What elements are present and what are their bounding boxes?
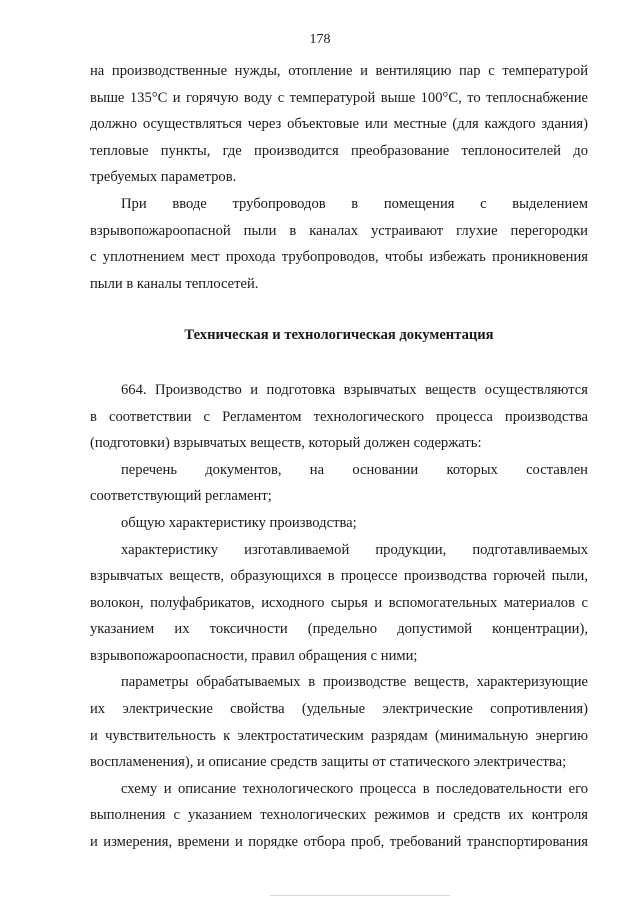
- section-heading: Техническая и технологическая документация: [184, 327, 494, 344]
- text-line: должно осуществляться через объектовые или местные (для каждого здания): [90, 116, 588, 133]
- spacer: [90, 297, 588, 322]
- spacer: [90, 349, 588, 377]
- text-line: их электрические свойства (удельные электрические сопротивления): [90, 701, 588, 718]
- text-line: требуемых параметров.: [90, 169, 237, 186]
- paragraph: [90, 58, 588, 191]
- text-line: общую характеристику производства;: [121, 514, 357, 531]
- text-line: выполнения с указанием технологических режимов и средств их контроля: [90, 807, 588, 824]
- text-line: 664. Производство и подготовка взрывчатых веществ осуществляются: [121, 381, 588, 398]
- text-line: параметры обрабатываемых в производстве веществ, характеризующие: [121, 674, 588, 691]
- text-line: указанием их токсичности (предельно допустимой концентрации),: [90, 621, 588, 638]
- text-line: в соответствии с Регламентом технологического процесса производства: [90, 408, 588, 425]
- text-line: на производственные нужды, отопление и вентиляцию пар с температурой: [90, 63, 588, 79]
- text-line: волокон, полуфабрикатов, исходного сырья и вспомогательных материалов с: [90, 594, 588, 611]
- paragraph: [90, 377, 588, 457]
- text-line: пыли в каналы теплосетей.: [90, 275, 259, 292]
- paragraph: [90, 191, 588, 297]
- text-line: и чувствительность к электростатическим разрядам (минимальную энергию: [90, 727, 588, 744]
- page-number: 178: [309, 32, 331, 47]
- paragraph: [90, 776, 588, 856]
- text-line: (подготовки) взрывчатых веществ, который должен содержать:: [90, 435, 482, 452]
- text-line: взрывопожароопасности, правил обращения с ними;: [90, 647, 418, 664]
- text-line: взрывчатых веществ, образующихся в процессе производства горючей пыли,: [90, 568, 588, 585]
- text-line: и измерения, времени и порядке отбора проб, требований транспортирования: [90, 834, 588, 851]
- text-line: с уплотнением мест прохода трубопроводов, чтобы избежать проникновения: [90, 249, 588, 266]
- text-line: тепловые пункты, где производится преобразование теплоносителей до: [90, 142, 588, 159]
- paragraph: [90, 537, 588, 670]
- scan-artifact-line: [270, 895, 450, 896]
- text-line: перечень документов, на основании которых составлен: [121, 461, 588, 478]
- text-line: взрывопожароопасной пыли в каналах устраивают глухие перегородки: [90, 222, 588, 239]
- paragraph: [90, 510, 588, 537]
- text-line: характеристику изготавливаемой продукции, подготавливаемых: [121, 541, 588, 558]
- document-body: [90, 58, 588, 856]
- text-line: схему и описание технологического процесса в последовательности его: [121, 780, 588, 797]
- text-line: выше 135°С и горячую воду с температурой выше 100°С, то теплоснабжение: [90, 89, 588, 106]
- text-line: соответствующий регламент;: [90, 488, 272, 505]
- text-line: При вводе трубопроводов в помещения с выделением: [121, 195, 588, 212]
- paragraph: [90, 457, 588, 510]
- paragraph: [90, 669, 588, 775]
- text-line: воспламенения), и описание средств защиты от статического электричества;: [90, 754, 567, 771]
